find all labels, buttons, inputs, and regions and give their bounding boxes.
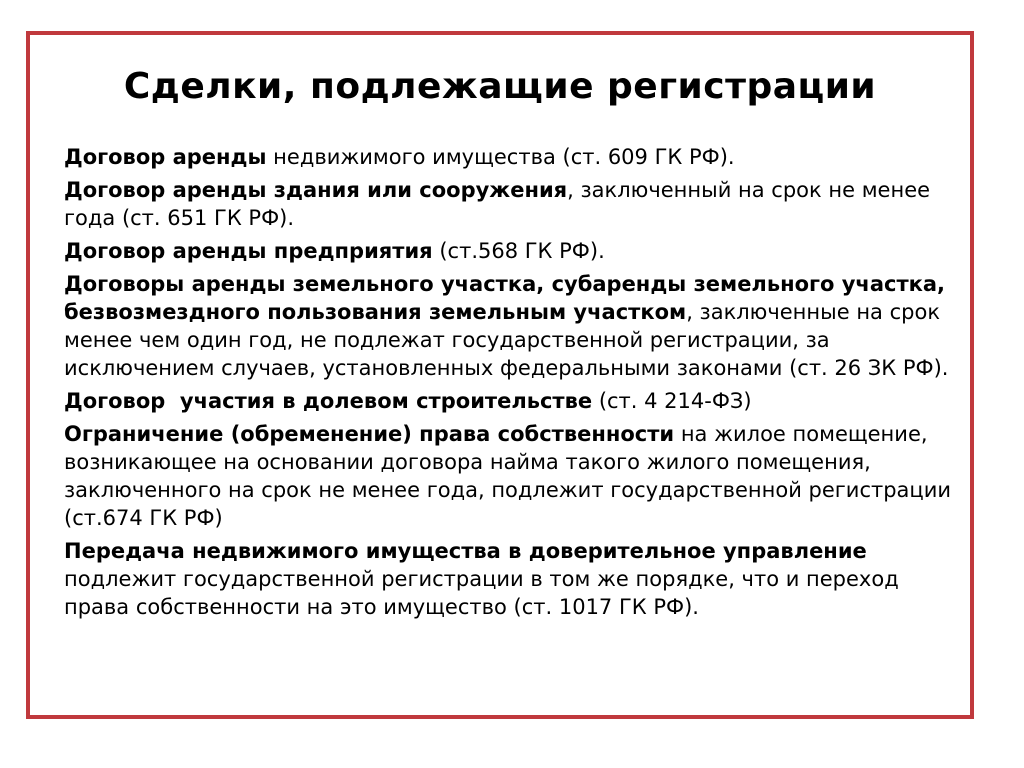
list-item [64, 537, 958, 621]
item-text: (ст. 4 214-ФЗ) [592, 389, 752, 413]
item-list [64, 143, 958, 626]
list-item [64, 176, 958, 232]
item-text: на жилое помещение, возникающее на основании договора найма такого жилого помещения, заключенного на срок не менее года, подлежит государственной регистрации (ст.674 ГК РФ) [64, 422, 952, 530]
item-text: , заключенный на срок не менее года (ст. 651 ГК РФ). [64, 178, 931, 230]
item-bold-text: Договоры аренды земельного участка, субаренды земельного участка, безвозмездного пользования земельным участком [64, 272, 946, 324]
item-text: (ст.568 ГК РФ). [432, 239, 605, 263]
item-bold-text: Ограничение (обременение) права собственности [64, 422, 675, 446]
item-text: недвижимого имущества (ст. 609 ГК РФ). [266, 145, 735, 169]
item-bold-text: Передача недвижимого имущества в доверительное управление [64, 539, 867, 563]
item-text: подлежит государственной регистрации в том же порядке, что и переход права собственности на это имущество (ст. 1017 ГК РФ). [64, 567, 899, 619]
item-bold-text: Договор аренды здания или сооружения [64, 178, 568, 202]
item-text: , заключенные на срок менее чем один год, не подлежат государственной регистрации, за исключением случаев, установленных федеральными законами (ст. 26 ЗК РФ). [64, 300, 949, 380]
list-item [64, 143, 958, 171]
item-bold-text: Договор аренды предприятия [64, 239, 433, 263]
list-item [64, 420, 958, 532]
slide-title: Сделки, подлежащие регистрации [123, 66, 877, 107]
list-item [64, 270, 958, 382]
list-item [64, 387, 958, 415]
list-item [64, 237, 958, 265]
item-bold-text: Договор аренды [64, 145, 267, 169]
item-bold-text: Договор участия в долевом строительстве [64, 389, 593, 413]
slide-frame [26, 31, 974, 719]
